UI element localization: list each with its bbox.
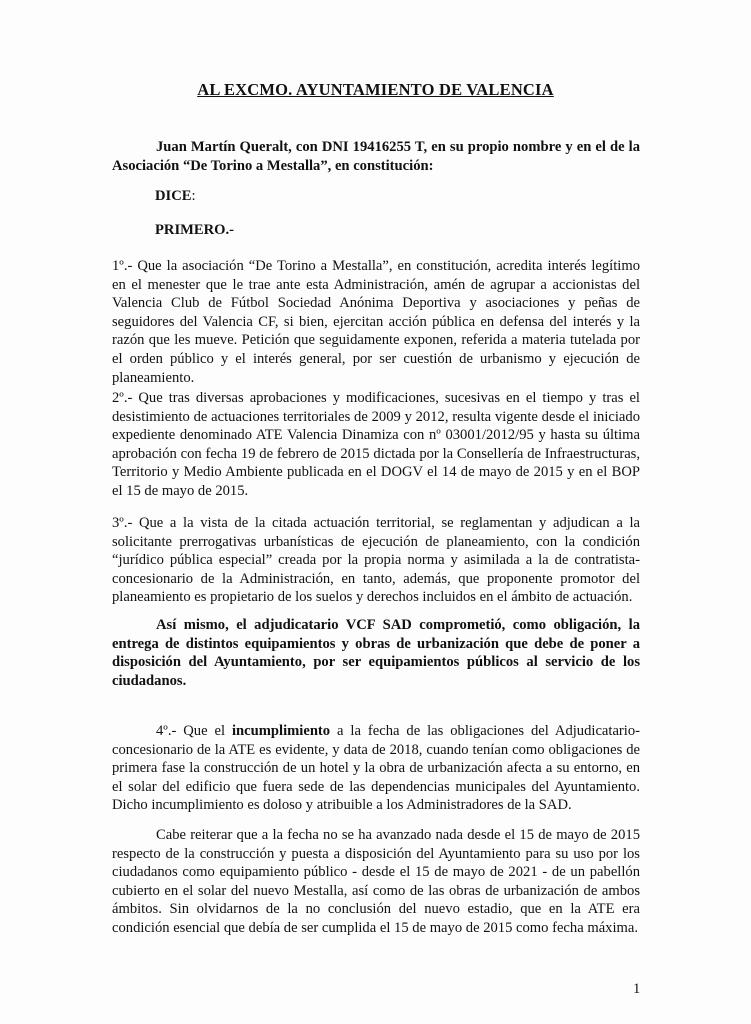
paragraph-4-bold: incumplimiento — [231, 723, 331, 739]
paragraph-5: Cabe reiterar que a la fecha no se ha avanzado nada desde el 15 de mayo de 2015 respecto de la construcción y puesta a disposición del Ayuntamiento para su uso por los ciudadanos como equipamiento público - desde el 15 de mayo de 2021 - de un pabellón cubierto en el solar del nuevo Mestalla, así como de las obras de urbanización de ambos ámbitos. Sin olvidarnos de la no conclusión del nuevo estadio, que en la ATE era condición esencial que debía de ser cumplida el 15 de mayo de 2015 como fecha máxima. — [112, 827, 640, 936]
dice-heading — [155, 188, 196, 205]
paragraph-2: 2º.- Que tras diversas aprobaciones y modificaciones, sucesivas en el tiempo y tras el desistimiento de actuaciones territoriales de 2009 y 2012, resulta vigente desde el iniciado expediente denominado ATE Valencia Dinamiza con nº 03001/2012/95 y hasta su última aprobación con fecha 19 de febrero de 2015 dictada por la Consellería de Infraestructuras, Territorio y Medio Ambiente publicada en el DOGV el 14 de mayo de 2015 y en el BOP el 15 de mayo de 2015. — [112, 390, 640, 499]
paragraph-1: 1º.- Que la asociación “De Torino a Mestalla”, en constitución, acredita interés legítimo en el menester que le trae ante esta Administración, amén de agrupar a accionistas del Valencia Club de Fútbol Sociedad Anónima Deportiva y asociaciones y peñas de seguidores del Valencia CF, si bien, ejercitan acción pública en defensa del interés y la razón que les mueve. Petición que seguidamente exponen, referida a materia tutelada por el orden público y el interés general, por ser cuestión de urbanismo y ejecución de planeamiento. — [112, 258, 640, 386]
primero-heading: PRIMERO.- — [155, 222, 235, 238]
intro-paragraph: Juan Martín Queralt, con DNI 19416255 T, en su propio nombre y en el de la Asociación “De Torino a Mestalla”, en constitución: — [112, 139, 640, 174]
paragraph-4 — [112, 722, 640, 815]
dice-colon: : — [191, 188, 196, 204]
paragraph-4-rest: a la fecha de las obligaciones del Adjudicatario-concesionario de la ATE es evidente, y data de 2018, cuando tenían como obligaciones de primera fase la construcción de un hotel y la obra de urbanización afecta a su entorno, en el solar del edificio que fuera sede de las dependencias municipales del Ayuntamiento. Dicho incumplimiento es doloso y atribuible a los Administradores de la SAD. — [112, 723, 641, 814]
page-number: 1 — [633, 981, 641, 997]
paragraph-3: 3º.- Que a la vista de la citada actuación territorial, se reglamentan y adjudican a la solicitante prerrogativas urbanísticas de ejecución de planeamiento, con la condición “jurídico pública especial” creada por la propia norma y asimilada a la de contratista-concesionario de la Administración, en tanto, además, que proponente promotor del planeamiento es propietario de los suelos y derechos incluidos en el ámbito de actuación. — [112, 515, 640, 606]
document-title: AL EXCMO. AYUNTAMIENTO DE VALENCIA — [197, 80, 554, 99]
paragraph-4-start: 4º.- Que el — [156, 723, 232, 739]
paragraph-bold: Así mismo, el adjudicatario VCF SAD comprometió, como obligación, la entrega de distintos equipamientos y obras de urbanización que debe de poner a disposición del Ayuntamiento, por ser equipamientos públicos al servicio de los ciudadanos. — [112, 617, 640, 689]
dice-label: DICE — [155, 188, 192, 204]
